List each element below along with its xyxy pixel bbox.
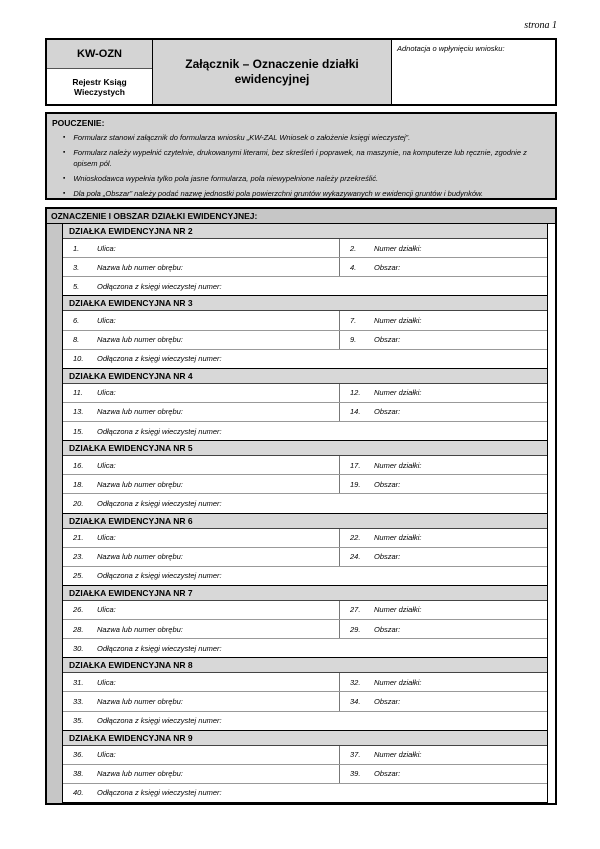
parcel-title: DZIAŁKA EWIDENCYJNA NR 2 — [63, 224, 547, 239]
parcel-block — [62, 586, 548, 658]
parcel-block — [62, 658, 548, 730]
field-odlaczona — [63, 712, 547, 730]
field-numer-dzialki — [340, 456, 547, 474]
field-number: 12. — [350, 388, 361, 398]
field-label: Numer działki: — [374, 605, 422, 615]
field-odlaczona — [63, 567, 547, 585]
field-ulica — [63, 384, 340, 402]
parcel-row-2 — [63, 331, 547, 350]
field-number: 20. — [73, 498, 84, 508]
field-label: Ulica: — [97, 677, 116, 687]
field-number: 3. — [73, 262, 80, 272]
field-obszar — [340, 403, 547, 421]
field-label: Numer działki: — [374, 460, 422, 470]
field-label: Numer działki: — [374, 243, 422, 253]
field-odlaczona — [63, 639, 547, 657]
field-obszar — [340, 475, 547, 493]
field-odlaczona — [63, 422, 547, 440]
parcel-title: DZIAŁKA EWIDENCYJNA NR 3 — [63, 296, 547, 311]
field-ulica — [63, 311, 340, 329]
square-bullet-icon: ▪ — [63, 189, 66, 197]
field-numer-dzialki — [340, 311, 547, 329]
field-odlaczona — [63, 350, 547, 368]
annotation-box — [392, 40, 555, 104]
field-label: Obszar: — [374, 552, 401, 562]
parcel-section — [45, 207, 557, 805]
field-ulica — [63, 456, 340, 474]
field-number: 38. — [73, 769, 84, 779]
field-numer-dzialki — [340, 601, 547, 619]
field-number: 34. — [350, 696, 361, 706]
parcel-row-1 — [63, 529, 547, 548]
field-number: 16. — [73, 460, 84, 470]
field-obszar — [340, 692, 547, 710]
parcel-row-2 — [63, 765, 547, 784]
parcel-row-2 — [63, 475, 547, 494]
field-number: 25. — [73, 571, 84, 581]
parcel-row-2 — [63, 692, 547, 711]
annotation-label: Adnotacja o wpłynięciu wniosku: — [397, 44, 505, 53]
field-obszar — [340, 258, 547, 276]
field-number: 14. — [350, 407, 361, 417]
parcel-title: DZIAŁKA EWIDENCYJNA NR 5 — [63, 441, 547, 456]
field-number: 10. — [73, 354, 84, 364]
square-bullet-icon: ▪ — [63, 134, 66, 141]
field-obszar — [340, 548, 547, 566]
parcel-row-2 — [63, 258, 547, 277]
instructions-title: POUCZENIE: — [52, 118, 105, 128]
field-label: Obszar: — [374, 769, 401, 779]
parcel-row-2 — [63, 403, 547, 422]
field-number: 17. — [350, 460, 361, 470]
field-ulica — [63, 673, 340, 691]
field-label: Numer działki: — [374, 315, 422, 325]
field-number: 13. — [73, 407, 84, 417]
parcel-title: DZIAŁKA EWIDENCYJNA NR 6 — [63, 514, 547, 529]
field-number: 4. — [350, 262, 357, 272]
field-label: Obszar: — [374, 479, 401, 489]
parcel-row-1 — [63, 673, 547, 692]
field-number: 36. — [73, 750, 84, 760]
field-label: Odłączona z księgi wieczystej numer: — [97, 643, 222, 653]
field-number: 11. — [73, 388, 83, 398]
instruction-item — [63, 148, 549, 169]
field-number: 24. — [350, 552, 361, 562]
field-number: 19. — [350, 479, 361, 489]
field-label: Nazwa lub numer obrębu: — [97, 262, 183, 272]
field-obreb — [63, 475, 340, 493]
parcel-block — [62, 224, 548, 296]
field-number: 2. — [350, 243, 357, 253]
form-header — [45, 38, 557, 106]
field-label: Numer działki: — [374, 677, 422, 687]
field-label: Ulica: — [97, 533, 116, 543]
field-ulica — [63, 529, 340, 547]
parcel-title: DZIAŁKA EWIDENCYJNA NR 8 — [63, 658, 547, 673]
field-label: Nazwa lub numer obrębu: — [97, 335, 183, 345]
section-title: OZNACZENIE I OBSZAR DZIAŁKI EWIDENCYJNEJ: — [47, 209, 555, 224]
parcel-row-3 — [63, 567, 547, 585]
field-obreb — [63, 692, 340, 710]
field-number: 39. — [350, 769, 361, 779]
field-label: Odłączona z księgi wieczystej numer: — [97, 788, 222, 798]
field-number: 6. — [73, 315, 80, 325]
field-label: Odłączona z księgi wieczystej numer: — [97, 354, 222, 364]
field-label: Obszar: — [374, 335, 401, 345]
field-numer-dzialki — [340, 529, 547, 547]
field-number: 28. — [73, 624, 84, 634]
field-label: Ulica: — [97, 605, 116, 615]
field-number: 30. — [73, 643, 84, 653]
field-odlaczona — [63, 784, 547, 802]
field-obreb — [63, 765, 340, 783]
field-label: Odłączona z księgi wieczystej numer: — [97, 281, 222, 291]
field-label: Ulica: — [97, 315, 116, 325]
field-label: Numer działki: — [374, 750, 422, 760]
parcel-title: DZIAŁKA EWIDENCYJNA NR 9 — [63, 731, 547, 746]
field-obreb — [63, 331, 340, 349]
field-label: Nazwa lub numer obrębu: — [97, 696, 183, 706]
parcel-title: DZIAŁKA EWIDENCYJNA NR 7 — [63, 586, 547, 601]
instruction-item — [63, 189, 549, 200]
parcel-list — [62, 224, 548, 803]
field-label: Nazwa lub numer obrębu: — [97, 624, 183, 634]
field-label: Nazwa lub numer obrębu: — [97, 407, 183, 417]
field-label: Ulica: — [97, 388, 116, 398]
field-number: 22. — [350, 533, 361, 543]
field-ulica — [63, 239, 340, 257]
parcel-row-2 — [63, 620, 547, 639]
field-numer-dzialki — [340, 384, 547, 402]
field-number: 33. — [73, 696, 84, 706]
field-obszar — [340, 765, 547, 783]
instructions-box — [45, 112, 557, 200]
field-label: Obszar: — [374, 407, 401, 417]
field-label: Numer działki: — [374, 533, 422, 543]
field-label: Obszar: — [374, 262, 401, 272]
parcel-block — [62, 296, 548, 368]
parcel-row-3 — [63, 422, 547, 440]
field-number: 27. — [350, 605, 361, 615]
field-number: 32. — [350, 677, 361, 687]
parcel-row-1 — [63, 746, 547, 765]
field-number: 1. — [73, 243, 80, 253]
field-number: 8. — [73, 335, 80, 345]
parcel-row-1 — [63, 601, 547, 620]
parcel-row-3 — [63, 784, 547, 802]
field-obreb — [63, 620, 340, 638]
parcel-title: DZIAŁKA EWIDENCYJNA NR 4 — [63, 369, 547, 384]
field-label: Obszar: — [374, 696, 401, 706]
field-label: Ulica: — [97, 460, 116, 470]
page-number: strona 1 — [524, 20, 557, 31]
parcel-row-3 — [63, 277, 547, 295]
field-label: Odłączona z księgi wieczystej numer: — [97, 498, 222, 508]
left-margin-strip — [47, 224, 62, 803]
field-ulica — [63, 746, 340, 764]
instruction-text: Wnioskodawca wypełnia tylko pola jasne formularza, pola niewypełnione należy przekreślić. — [73, 173, 379, 183]
field-obreb — [63, 403, 340, 421]
field-number: 21. — [73, 533, 84, 543]
field-number: 23. — [73, 552, 84, 562]
field-label: Nazwa lub numer obrębu: — [97, 552, 183, 562]
instruction-item — [63, 133, 549, 144]
square-bullet-icon: ▪ — [63, 174, 66, 182]
field-obszar — [340, 620, 547, 638]
instruction-text: Dla pola „Obszar” należy podać nazwę jednostki pola powierzchni gruntów wykazywanych w ewidencji gruntów i budynków. — [73, 188, 484, 198]
parcel-row-2 — [63, 548, 547, 567]
parcel-block — [62, 514, 548, 586]
parcel-block — [62, 441, 548, 513]
field-label: Odłączona z księgi wieczystej numer: — [97, 426, 222, 436]
parcel-row-1 — [63, 384, 547, 403]
field-number: 35. — [73, 716, 84, 726]
field-numer-dzialki — [340, 239, 547, 257]
field-number: 29. — [350, 624, 361, 634]
instructions-list — [52, 133, 549, 199]
form-code: KW-OZN — [47, 40, 152, 69]
instruction-text: Formularz stanowi załącznik do formularza wniosku „KW-ZAL Wniosek o założenie księgi wieczystej”. — [73, 133, 411, 142]
field-odlaczona — [63, 494, 547, 512]
form-code-column — [47, 40, 153, 104]
field-number: 15. — [73, 426, 84, 436]
field-obreb — [63, 258, 340, 276]
parcel-block — [62, 369, 548, 441]
form-title: Załącznik – Oznaczenie działki ewidencyjnej — [153, 40, 392, 104]
instruction-text: Formularz należy wypełnić czytelnie, drukowanymi literami, bez skreśleń i poprawek, na maszynie, na komputerze lub ręcznie, zgodnie z opisem pól. — [73, 148, 527, 168]
parcel-row-3 — [63, 494, 547, 512]
field-label: Nazwa lub numer obrębu: — [97, 769, 183, 779]
field-label: Odłączona z księgi wieczystej numer: — [97, 716, 222, 726]
field-numer-dzialki — [340, 746, 547, 764]
field-odlaczona — [63, 277, 547, 295]
field-label: Nazwa lub numer obrębu: — [97, 479, 183, 489]
field-number: 18. — [73, 479, 84, 489]
field-label: Numer działki: — [374, 388, 422, 398]
field-ulica — [63, 601, 340, 619]
field-number: 40. — [73, 788, 84, 798]
field-number: 7. — [350, 315, 357, 325]
square-bullet-icon: ▪ — [63, 149, 66, 156]
parcel-row-1 — [63, 311, 547, 330]
parcel-block — [62, 731, 548, 803]
field-label: Obszar: — [374, 624, 401, 634]
field-label: Ulica: — [97, 750, 116, 760]
parcel-row-3 — [63, 712, 547, 730]
field-label: Odłączona z księgi wieczystej numer: — [97, 571, 222, 581]
field-numer-dzialki — [340, 673, 547, 691]
parcel-row-1 — [63, 239, 547, 258]
field-number: 9. — [350, 335, 357, 345]
field-number: 31. — [73, 677, 84, 687]
field-obreb — [63, 548, 340, 566]
field-number: 37. — [350, 750, 361, 760]
registry-name: Rejestr Ksiąg Wieczystych — [72, 76, 127, 97]
field-obszar — [340, 331, 547, 349]
field-label: Ulica: — [97, 243, 116, 253]
field-number: 5. — [73, 281, 80, 291]
parcel-row-1 — [63, 456, 547, 475]
parcel-row-3 — [63, 639, 547, 657]
parcel-row-3 — [63, 350, 547, 368]
section-body — [47, 224, 555, 803]
instruction-item — [63, 174, 549, 185]
field-number: 26. — [73, 605, 84, 615]
